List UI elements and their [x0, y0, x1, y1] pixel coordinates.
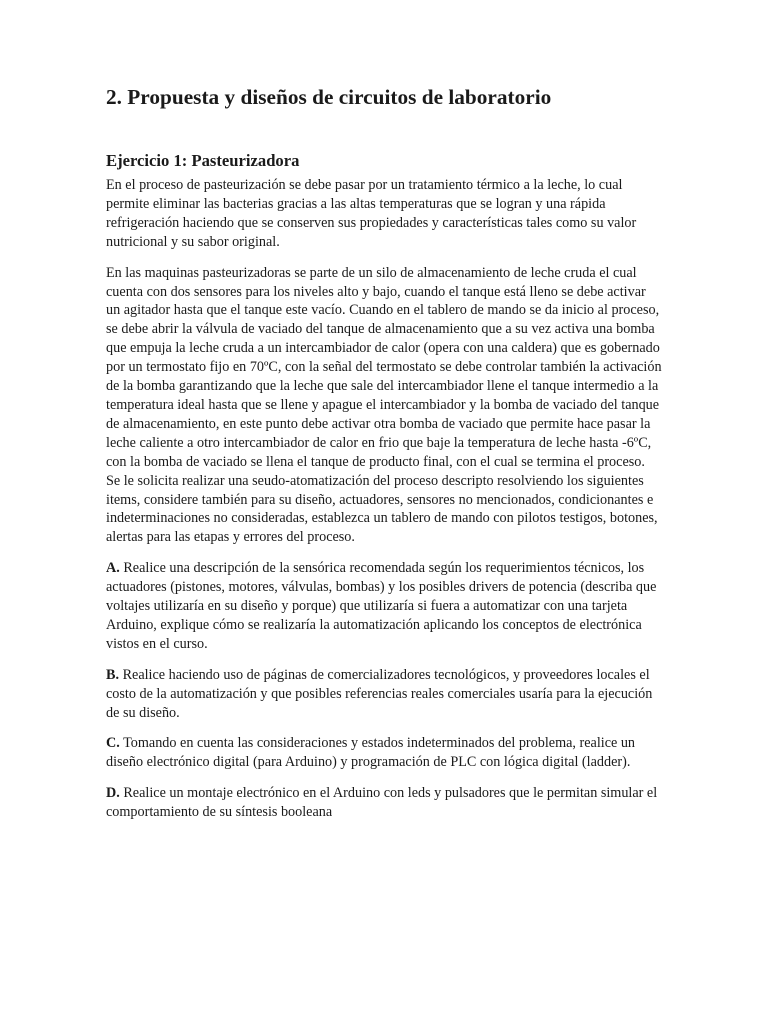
item-a-text: Realice una descripción de la sensórica recomendada según los requerimientos técnicos, los actuadores (pistones, motores, válvulas, bombas) y los posibles drivers de potencia (describa que voltajes utilizaría en su diseño y porque) que utilizaría si fuera a automatizar con una tarjeta Arduino, explique cómo se realizaría la automatización aplicando los conceptos de electrónica vistos en el curso. [106, 560, 657, 652]
intro-paragraph: En el proceso de pasteurización se debe pasar por un tratamiento térmico a la leche, lo cual permite eliminar las bacterias gracias a las altas temperaturas que se logran y una rápida refrigeración haciendo que se conserven sus propiedades y características tales como su valor nutricional y su sabor original. [106, 177, 637, 250]
document-page [106, 85, 662, 834]
item-c-text: Tomando en cuenta las consideraciones y estados indeterminados del problema, realice un diseño electrónico digital (para Arduino) y programación de PLC con lógica digital (ladder). [106, 735, 636, 771]
item-b [106, 666, 662, 723]
item-a-letter: A. [106, 560, 120, 577]
item-b-text: Realice haciendo uso de páginas de comercializadores tecnológicos, y proveedores locales el costo de la automatización y que posibles referencias reales comerciales usaría para la ejecución de su diseño. [106, 666, 653, 721]
section-title: 2. Propuesta y diseños de circuitos de laboratorio [106, 85, 552, 109]
exercise-title: Ejercicio 1: Pasteurizadora [106, 151, 300, 170]
item-d-text: Realice un montaje electrónico en el Arduino con leds y pulsadores que le permitan simular el comportamiento de su síntesis booleana [106, 785, 658, 821]
item-d-letter: D. [106, 785, 120, 802]
item-c-letter: C. [106, 735, 120, 752]
item-a [106, 559, 662, 654]
item-d [106, 784, 662, 822]
process-description-paragraph: En las maquinas pasteurizadoras se parte de un silo de almacenamiento de leche cruda el cual cuenta con dos sensores para los niveles alto y bajo, cuando el tanque está lleno se debe activar un agitador hasta que el tanque este vacío. Cuando en el tablero de mando se da inicio al proceso, se debe abrir la válvula de vaciado del tanque de almacenamiento que a su vez activa una bomba que empuja la leche cruda a un intercambiador de calor (opera con una caldera) que es gobernado por un termostato fijo en 70ºC, con la señal del termostato se debe controlar también la activación de la bomba garantizando que la leche que sale del intercambiador llene el tanque intermedio a la temperatura ideal hasta que se llene y apague el intercambiador y la bomba de vaciado del tanque de almacenamiento, en este punto debe activar otra bomba de vaciado que permite hace pasar la leche caliente a otro intercambiador de calor en frio que baje la temperatura de leche hasta -6ºC, con la bomba de vaciado se llena el tanque de producto final, con el cual se termina el proceso. Se le solicita realizar una seudo-atomatización del proceso descripto resolviendo los siguientes items, considere también para su diseño, actuadores, sensores no mencionados, condicionantes e indeterminaciones no consideradas, establezca un tablero de mando con pilotos testigos, botones, alertas para las etapas y errores del proceso. [106, 264, 662, 546]
item-b-letter: B. [106, 666, 120, 683]
item-c [106, 734, 662, 772]
